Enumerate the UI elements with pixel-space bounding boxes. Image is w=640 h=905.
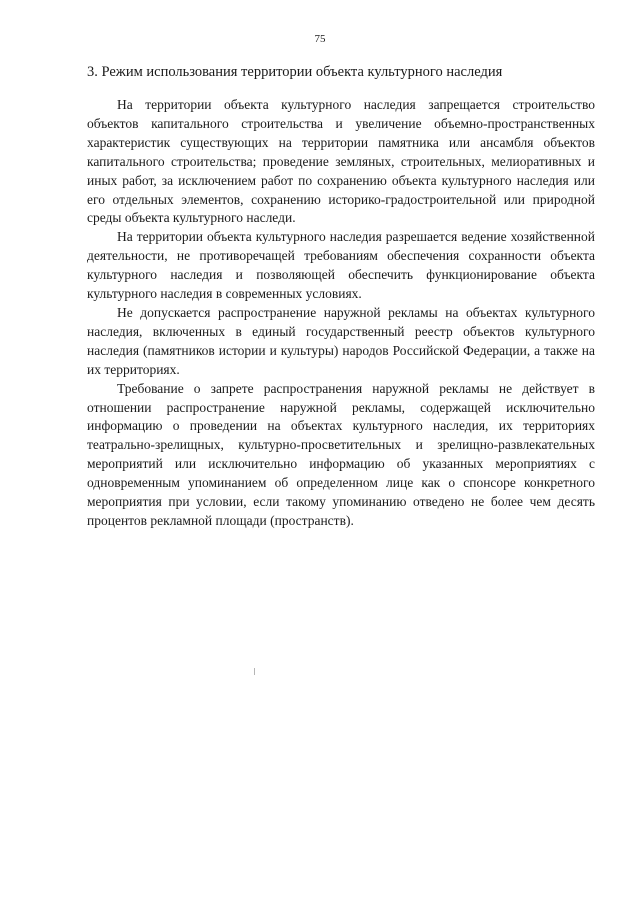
- scan-artifact-mark: [254, 668, 255, 675]
- paragraph-advertising-ban: Не допускается распространение наружной рекламы на объектах культурного наследия, включенных в единый государственный реестр объектов культурного наследия (памятников истории и культуры) народов Российской Федерации, а также на их территориях.: [87, 304, 595, 377]
- paragraph-prohibitions: На территории объекта культурного наследия запрещается строительство объектов капитального строительства и увеличение объемно-пространственных характеристик существующих на территории памятника или ансамбля объектов капитального строительства; проведение земляных, строительных, мелиоративных и иных работ, за исключением работ по сохранению объекта культурного наследия или его отдельных элементов, сохранению историко-градостроительной или природной среды объекта культурного наследи.: [87, 97, 595, 226]
- paragraph-permitted-activity: На территории объекта культурного наследия разрешается ведение хозяйственной деятельности, не противоречащей требованиям обеспечения сохранности объекта культурного наследия и позволяющей обеспечить функционирование объекта культурного наследия в современных условиях.: [87, 229, 595, 302]
- section-heading: 3. Режим использования территории объекта культурного наследия: [87, 64, 503, 80]
- page-number: 75: [314, 33, 326, 45]
- paragraph-advertising-exception: Требование о запрете распространения наружной рекламы не действует в отношении распространение наружной рекламы, содержащей исключительно информацию о проведении на объектах культурного наследия, их территориях театрально-зрелищных, культурно-просветительных и зрелищно-развлекательных мероприятий или исключительно информацию об указанных мероприятиях с одновременным упоминанием об определенном лице как о спонсоре конкретного мероприятия при условии, если такому упоминанию отведено не более чем десять процентов рекламной площади (пространств).: [87, 380, 595, 528]
- body-text: [87, 96, 595, 531]
